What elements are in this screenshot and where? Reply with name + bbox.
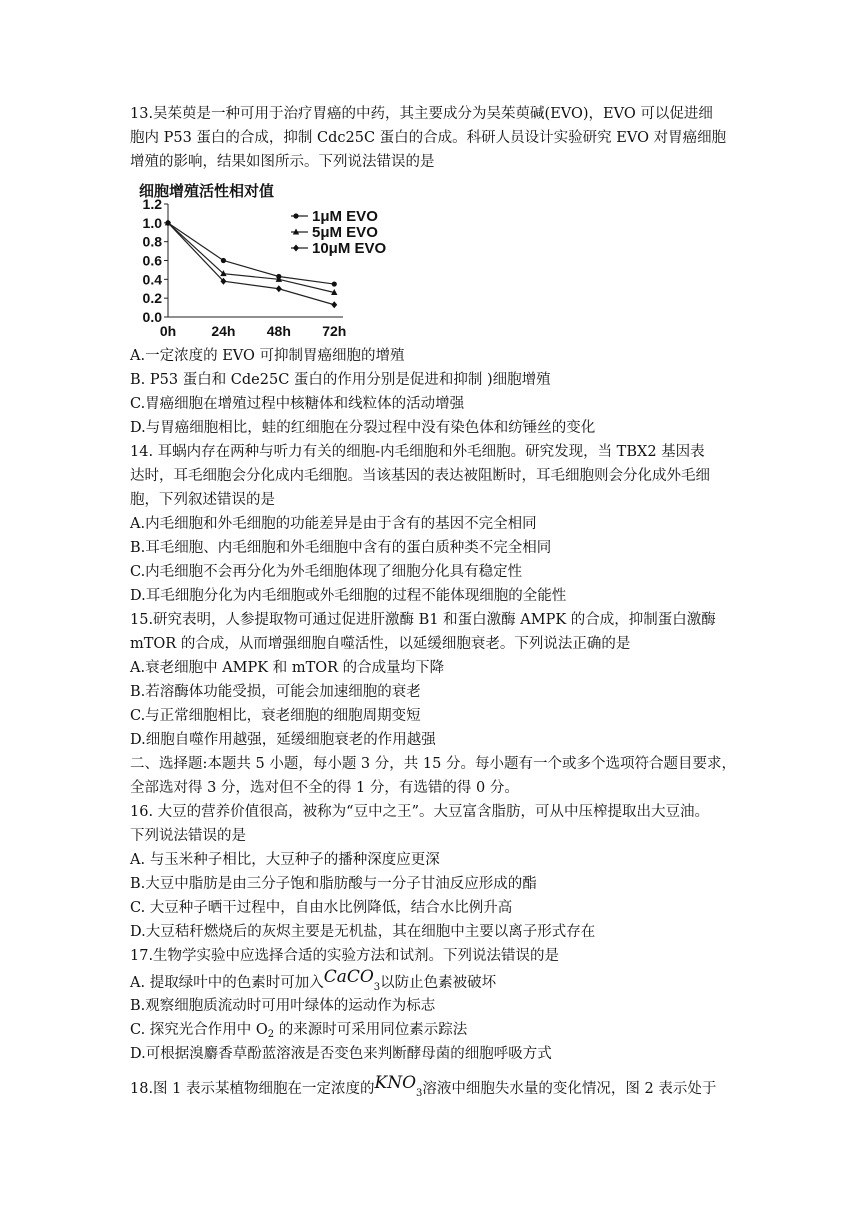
legend-label: 5μM EVO bbox=[312, 224, 378, 241]
q18-stem bbox=[130, 1073, 717, 1102]
section-2-scoring: 全部选对得 3 分，选对但不全的得 1 分，有选错的得 0 分。 bbox=[130, 780, 519, 796]
q16-option-c: C. 大豆种子晒干过程中，自由水比例降低，结合水比例升高 bbox=[130, 900, 513, 916]
kno3-formula: KNO bbox=[374, 1073, 417, 1093]
q14-option-c: C.内毛细胞不会再分化为外毛细胞体现了细胞分化具有稳定性 bbox=[130, 564, 523, 580]
x-tick-label: 24h bbox=[211, 323, 236, 339]
q16-stem-line-2: 下列说法错误的是 bbox=[130, 828, 246, 844]
q13-stem-line-2: 胞内 P53 蛋白的合成，抑制 Cdc25C 蛋白的合成。科研人员设计实验研究 EVO 对胃癌细胞 bbox=[130, 130, 727, 146]
q17-option-b: B.观察细胞质流动时可用叶绿体的运动作为标志 bbox=[130, 998, 436, 1014]
q14-option-b: B.耳毛细胞、内毛细胞和外毛细胞中含有的蛋白质种类不完全相同 bbox=[130, 540, 552, 556]
series-line bbox=[168, 223, 334, 305]
q17-option-a-text: A. 提取绿叶中的色素时可加入 bbox=[130, 975, 324, 991]
q13-option-b: B. P53 蛋白和 Cde25C 蛋白的作用分别是促进和抑制 )细胞增殖 bbox=[130, 372, 551, 388]
q17-option-c-text: C. 探究光合作用中 O bbox=[130, 1022, 268, 1038]
data-point bbox=[332, 281, 337, 286]
q14-stem-line-3: 胞，下列叙述错误的是 bbox=[130, 492, 275, 508]
q15-option-a: A.衰老细胞中 AMPK 和 mTOR 的合成量均下降 bbox=[130, 660, 445, 676]
legend-label: 1μM EVO bbox=[312, 208, 378, 225]
caco3-formula: CaCO bbox=[323, 967, 374, 987]
q16-option-b: B.大豆中脂肪是由三分子饱和脂肪酸与一分子甘油反应形成的酯 bbox=[130, 876, 537, 892]
q14-stem-line-1: 14. 耳蜗内存在两种与听力有关的细胞-内毛细胞和外毛细胞。研究发现，当 TBX2 基因表 bbox=[130, 444, 705, 460]
y-tick-label: 0.6 bbox=[142, 252, 162, 269]
series-line bbox=[168, 223, 334, 293]
legend-marker bbox=[293, 213, 298, 218]
y-tick-label: 1.2 bbox=[142, 196, 162, 212]
caco3-subscript: 3 bbox=[373, 982, 381, 993]
q17-option-a-tail: 以防止色素被破坏 bbox=[380, 975, 497, 991]
q15-option-b: B.若溶酶体功能受损，可能会加速细胞的衰老 bbox=[130, 684, 421, 700]
q13-stem-line-3: 增殖的影响，结果如图所示。下列说法错误的是 bbox=[130, 154, 435, 170]
q18-stem-text: 18.图 1 表示某植物细胞在一定浓度的 bbox=[130, 1081, 375, 1097]
x-tick-label: 48h bbox=[266, 323, 291, 339]
y-tick-label: 1.0 bbox=[142, 214, 162, 231]
x-tick-label: 0h bbox=[159, 323, 177, 339]
q14-option-a: A.内毛细胞和外毛细胞的功能差异是由于含有的基因不完全相同 bbox=[130, 516, 537, 532]
q18-stem-tail: 溶液中细胞失水量的变化情况，图 2 表示处于 bbox=[422, 1081, 717, 1097]
q14-option-d: D.耳毛细胞分化为内毛细胞或外毛细胞的过程不能体现细胞的全能性 bbox=[130, 588, 567, 604]
q17-option-c-tail: 的来源时可采用同位素示踪法 bbox=[274, 1022, 468, 1038]
y-tick-label: 0.0 bbox=[142, 309, 162, 325]
q17-option-a bbox=[130, 967, 497, 996]
data-point bbox=[221, 258, 226, 263]
q16-option-d: D.大豆秸秆燃烧后的灰烬主要是无机盐，其在细胞中主要以离子形式存在 bbox=[130, 924, 596, 940]
q13-option-c: C.胃癌细胞在增殖过程中核糖体和线粒体的活动增强 bbox=[130, 396, 465, 412]
q17-option-c bbox=[130, 1019, 467, 1043]
q14-stem-line-2: 达时，耳毛细胞会分化成内毛细胞。当该基因的表达被阻断时，耳毛细胞则会分化成外毛细 bbox=[130, 468, 710, 484]
x-tick-label: 72h bbox=[322, 323, 347, 339]
q15-option-c: C.与正常细胞相比，衰老细胞的细胞周期变短 bbox=[130, 708, 421, 724]
q16-stem-line-1: 16. 大豆的营养价值很高，被称为“豆中之王”。大豆富含脂肪，可从中压榨提取出大豆油。 bbox=[130, 804, 709, 820]
q15-stem-line-2: mTOR 的合成，从而增强细胞自噬活性，以延缓细胞衰老。下列说法正确的是 bbox=[130, 636, 631, 652]
legend-marker bbox=[293, 245, 299, 252]
q13-option-a: A.一定浓度的 EVO 可抑制胃癌细胞的增殖 bbox=[130, 348, 405, 364]
y-tick-label: 0.8 bbox=[142, 233, 162, 250]
chart-title: 细胞增殖活性相对值 bbox=[139, 183, 275, 200]
q16-option-a: A. 与玉米种子相比，大豆种子的播种深度应更深 bbox=[130, 852, 440, 868]
q13-stem-line-1: 13.吴茱萸是一种可用于治疗胃癌的中药，其主要成分为吴茱萸碱(EVO)，EVO 可以促进细 bbox=[130, 106, 713, 122]
q15-stem-line-1: 15.研究表明，人参提取物可通过促进肝激酶 B1 和蛋白激酶 AMPK 的合成，抑制蛋白激酶 bbox=[130, 612, 716, 628]
y-tick-label: 0.2 bbox=[142, 290, 162, 307]
o2-subscript: 2 bbox=[267, 1029, 275, 1040]
series-line bbox=[168, 223, 334, 284]
section-2-heading: 二、选择题:本题共 5 小题，每小题 3 分，共 15 分。每小题有一个或多个选项符合题目要求， bbox=[130, 756, 736, 772]
legend-label: 10μM EVO bbox=[312, 240, 387, 257]
q13-option-d: D.与胃癌细胞相比，蛙的红细胞在分裂过程中没有染色体和纺锤丝的变化 bbox=[130, 420, 596, 436]
q17-stem: 17.生物学实验中应选择合适的实验方法和试剂。下列说法错误的是 bbox=[130, 948, 560, 964]
q17-option-d: D.可根据溴麝香草酚蓝溶液是否变色来判断酵母菌的细胞呼吸方式 bbox=[130, 1046, 552, 1062]
data-point bbox=[331, 301, 337, 308]
q15-option-d: D.细胞自噬作用越强，延缓细胞衰老的作用越强 bbox=[130, 732, 436, 748]
kno3-subscript: 3 bbox=[416, 1088, 423, 1099]
y-tick-label: 0.4 bbox=[142, 271, 162, 288]
evo-line-chart bbox=[128, 178, 418, 346]
data-point bbox=[276, 285, 282, 292]
